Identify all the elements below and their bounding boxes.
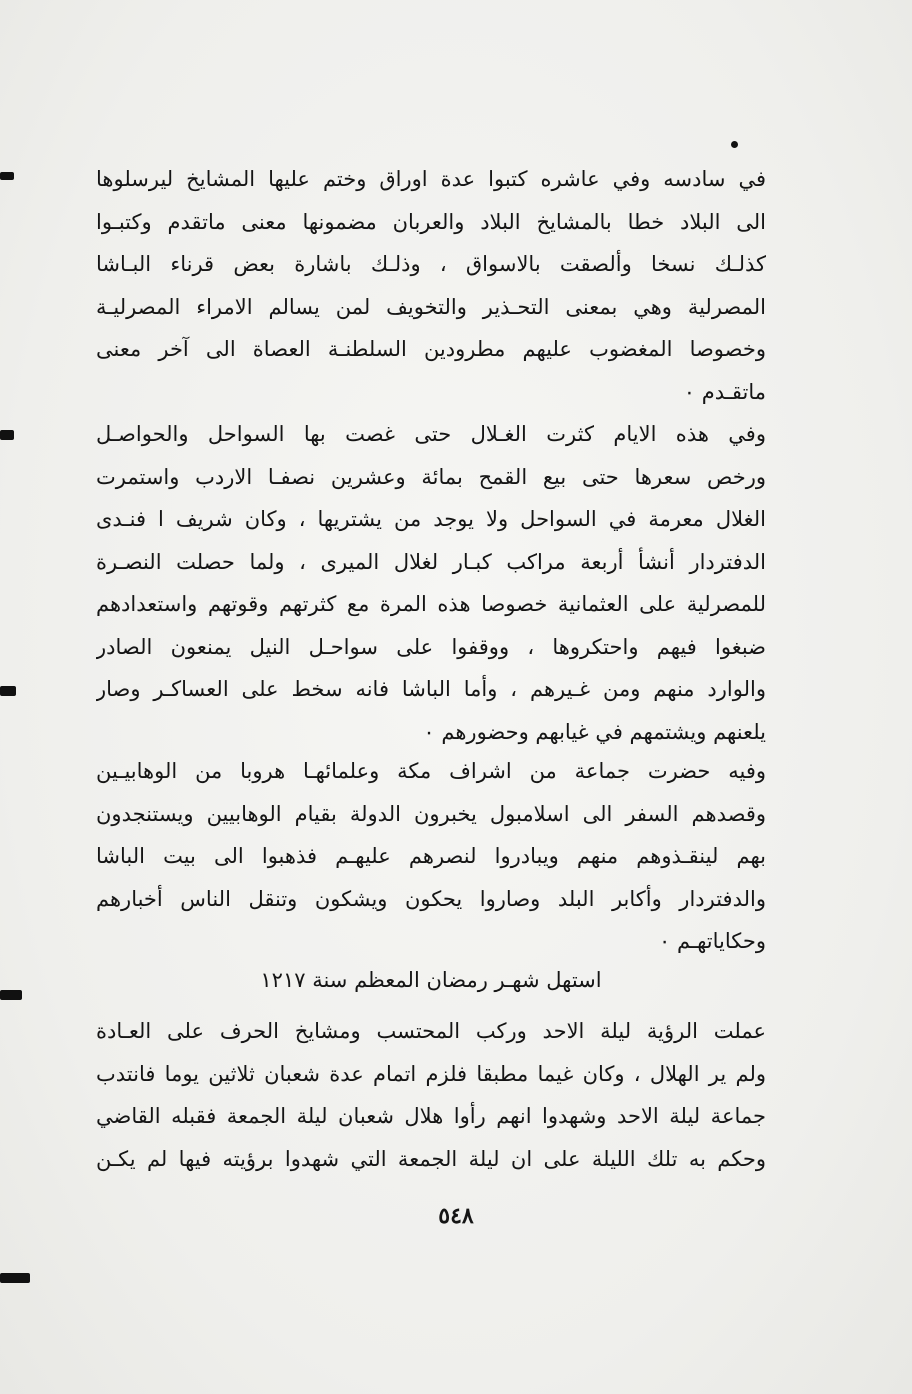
text-line: يلعنهم ويشتمهم في غيابهم وحضورهم ٠	[423, 719, 766, 744]
text-line: ولم ير الهلال ، وكان غيما مطبقا فلزم اتمام عدة شعبان ثلاثين يوما فانتدب	[96, 1061, 766, 1086]
text-line: بهم لينقـذوهم منهم ويبادروا لنصرهم عليهـم فذهبوا الى بيت الباشا	[96, 844, 766, 868]
paragraph-4	[96, 1010, 766, 1180]
page-number: ٥٤٨	[438, 1203, 474, 1229]
scan-speck	[0, 990, 22, 1000]
scan-speck	[0, 430, 14, 440]
section-heading: استهل شهـر رمضان المعظم سنة ١٢١٧	[260, 968, 602, 992]
text-line: ماتقـدم ٠	[683, 379, 766, 404]
text-line: وفي هذه الايام كثرت الغـلال حتى غصت بها السواحل والحواصـل	[96, 422, 766, 446]
text-line: والوارد منهم ومن غـيرهم ، وأما الباشا فانه سخط على العساكـر وصار	[96, 677, 766, 701]
text-line: للمصرلية على العثمانية خصوصا هذه المرة مع كثرتهم وقوتهم واستعدادهم	[96, 592, 766, 616]
text-line: الغلال معرمة في السواحل ولا يوجد من يشتريها ، وكان شريف ا فنـدى	[96, 507, 766, 531]
text-line: كذلـك نسخا وألصقت بالاسواق ، وذلـك باشارة بعض قرناء البـاشا	[96, 252, 766, 276]
text-line: ضبغوا فيهم واحتكروها ، ووقفوا على سواحـل النيل يمنعون الصادر	[96, 634, 766, 659]
text-line: وحكم به تلك الليلة على ان ليلة الجمعة التي شهدوا برؤيته فيها لم يكـن	[96, 1146, 766, 1171]
text-line: الدفتردار أنشأ أربعة مراكب كبـار لغلال الميرى ، ولما حصلت النصـرة	[96, 549, 766, 574]
text-line: وفيه حضرت جماعة من اشراف مكة وعلمائهـا هروبا من الوهابيـين	[96, 759, 766, 783]
paragraph-2	[96, 413, 766, 753]
text-line: وحكاياتهـم ٠	[659, 929, 766, 953]
text-line: والدفتردار وأكابر البلد وصاروا يحكون ويشكون وتنقل الناس أخبارهم	[96, 886, 766, 911]
scan-speck	[0, 172, 14, 180]
text-line: عملت الرؤية ليلة الاحد وركب المحتسب ومشايخ الحرف على العـادة	[96, 1019, 766, 1043]
text-line: في سادسه وفي عاشره كتبوا عدة اوراق وختم عليها المشايخ ليرسلوها	[96, 167, 766, 191]
paragraph-3	[96, 750, 766, 963]
text-line: وقصدهم السفر الى اسلامبول يخبرون الدولة بقيام الوهابيين ويستنجدون	[96, 801, 766, 826]
paragraph-1	[96, 158, 766, 413]
text-line: وخصوصا المغضوب عليهم مطرودين السلطنـة العصاة الى آخر معنى	[96, 337, 766, 361]
scan-speck	[731, 141, 738, 148]
scan-speck	[0, 686, 16, 696]
text-line: ورخص سعرها حتى بيع القمح بمائة وعشرين نصفـا الاردب واستمرت	[96, 464, 766, 489]
text-line: جماعة ليلة الاحد وشهدوا انهم رأوا هلال شعبان ليلة الجمعة فقبله القاضي	[96, 1104, 766, 1128]
text-line: الى البلاد خطا بالمشايخ البلاد والعربان مضمونها معنى ماتقدم وكتبـوا	[96, 209, 766, 234]
text-line: المصرلية وهي بمعنى التحـذير والتخويف لمن يسالم الامراء المصرليـة	[96, 294, 766, 319]
scan-speck	[0, 1273, 30, 1283]
